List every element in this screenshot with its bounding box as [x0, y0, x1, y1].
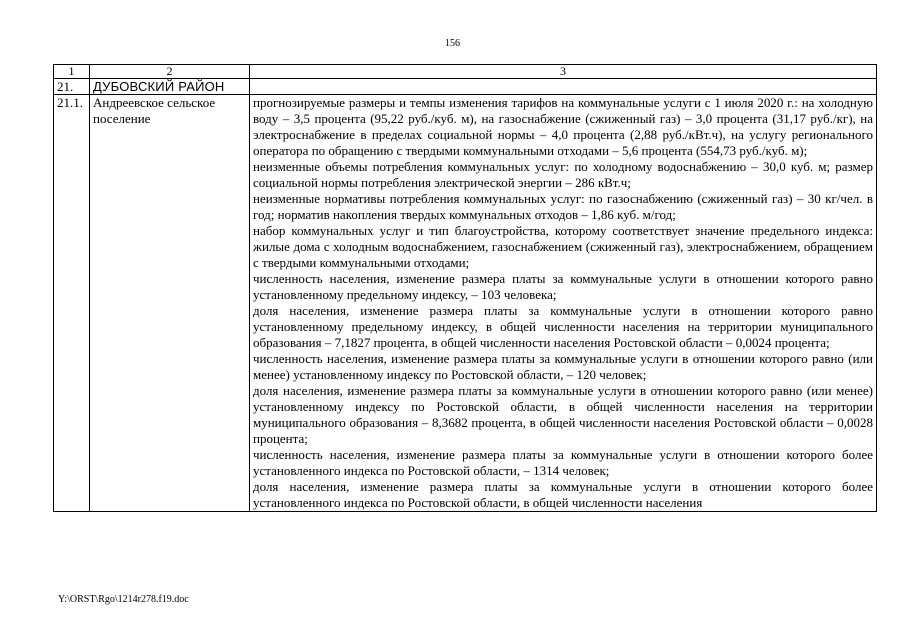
settlement-name: Андреевское сельское поселение — [90, 95, 250, 512]
paragraph-share-more: доля населения, изменение размера платы за коммунальные услуги в отношении которого более установленного индекса по Ростовской области, в общей численности населения — [253, 479, 873, 510]
district-row — [54, 79, 877, 95]
file-path-footer: Y:\ORST\Rgo\1214r278.f19.doc — [58, 594, 189, 605]
settlement-row — [54, 95, 877, 512]
paragraph-population-more: численность населения, изменение размера платы за коммунальные услуги в отношении которого более установленного индекса по Ростовской области, – 1314 человек; — [253, 447, 873, 478]
paragraph-tariff-forecast: прогнозируемые размеры и темпы изменения тарифов на коммунальные услуги с 1 июля 2020 г.: на холодную воду – 3,5 процента (95,22 руб./куб. м), на газоснабжение (сжиженный газ) – 3,0 процента (31,17 руб./кг), на электроснабжение в пределах социальной нормы – 4,0 процента (2,88 руб./кВт.ч), на услугу регионального оператора по обращению с твердыми коммунальными отходами – 5,6 процента (554,73 руб./куб. м); — [253, 95, 873, 158]
paragraph-consumption-volumes: неизменные объемы потребления коммунальных услуг: по холодному водоснабжению – 30,0 куб. м; размер социальной нормы потребления электрической энергии – 286 кВт.ч; — [253, 159, 873, 190]
paragraph-service-set: набор коммунальных услуг и тип благоустройства, которому соответствует значение предельного индекса: жилые дома с холодным водоснабжением, газоснабжением (сжиженный газ), электроснабжением, обращением с твердыми коммунальными отходами; — [253, 223, 873, 270]
content-clip — [253, 95, 873, 511]
page-number: 156 — [445, 38, 460, 49]
district-name: ДУБОВСКИЙ РАЙОН — [93, 79, 225, 94]
paragraph-population-equal: численность населения, изменение размера платы за коммунальные услуги в отношении которого равно установленному предельному индексу, – 103 человека; — [253, 271, 873, 302]
tariff-table — [53, 64, 877, 512]
settlement-content — [250, 95, 877, 512]
column-number-2: 2 — [90, 65, 250, 79]
column-number-row — [54, 65, 877, 79]
district-empty-cell — [250, 79, 877, 95]
district-name-cell — [90, 79, 250, 95]
district-number: 21. — [54, 79, 90, 95]
column-number-3: 3 — [250, 65, 877, 79]
paragraph-share-equal: доля населения, изменение размера платы за коммунальные услуги в отношении которого равно установленному предельному индексу, в общей численности населения на территории муниципального образования – 7,1827 процента, в общей численности населения Ростовской области – 0,0024 процента; — [253, 303, 873, 350]
paragraph-consumption-norms: неизменные нормативы потребления коммунальных услуг: по газоснабжению (сжиженный газ) – 30 кг/чел. в год; норматив накопления твердых коммунальных отходов – 1,86 куб. м/год; — [253, 191, 873, 222]
settlement-number: 21.1. — [54, 95, 90, 512]
paragraph-population-less: численность населения, изменение размера платы за коммунальные услуги в отношении которого равно (или менее) установленному индексу по Ростовской области, – 120 человек; — [253, 351, 873, 382]
column-number-1: 1 — [54, 65, 90, 79]
paragraph-share-less: доля населения, изменение размера платы за коммунальные услуги в отношении которого равно (или менее) установленному индексу по Ростовской области, в общей численности населения на территории муниципального образования – 8,3682 процента, в общей численности населения Ростовской области – 0,0028 процента; — [253, 383, 873, 446]
